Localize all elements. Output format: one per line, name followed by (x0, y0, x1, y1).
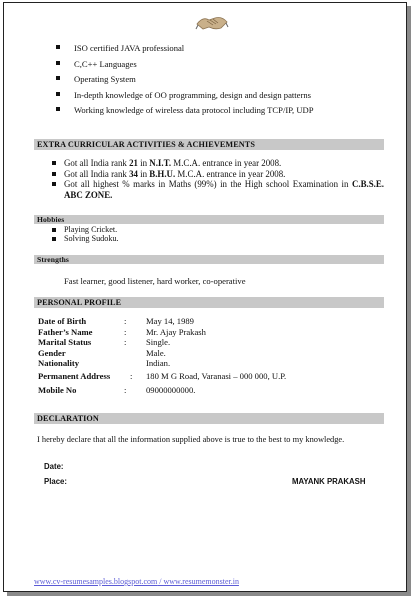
personal-profile-heading: PERSONAL PROFILE (34, 297, 384, 308)
signatory-name: MAYANK PRAKASH (292, 477, 366, 486)
list-item: Operating System (56, 74, 314, 90)
list-item: Got all highest % marks in Maths (99%) in the High school Examination in C.B.S.E. ABC ZONE. (52, 179, 384, 200)
date-label: Date: (44, 462, 64, 471)
list-item: Solving Sudoku. (52, 234, 384, 243)
place-label: Place: (44, 477, 67, 486)
list-item: Working knowledge of wireless data protocol including TCP/IP, UDP (56, 105, 314, 121)
list-item: Playing Cricket. (52, 225, 384, 234)
hobbies-list (52, 225, 384, 244)
hobbies-heading: Hobbies (34, 215, 384, 224)
skills-list (56, 43, 314, 121)
declaration-text: I hereby declare that all the information supplied above is true to the best to my knowledge. (37, 435, 345, 444)
strengths-heading: Strengths (34, 255, 384, 264)
list-item: C,C++ Languages (56, 59, 314, 75)
list-item: ISO certified JAVA professional (56, 43, 314, 59)
declaration-heading: DECLARATION (34, 413, 384, 424)
achievements-list (52, 158, 384, 200)
footer-links (34, 577, 239, 586)
list-item: Got all India rank 34 in B.H.U. M.C.A. entrance in year 2008. (52, 169, 384, 180)
resume-page: ISO certified JAVA professional C,C++ Languages Operating System In-depth knowledge of OO programming, design and design patterns Working knowledge of wireless data protocol including TCP/IP, UDP EXTRA CURRICULAR ACTIVITIES & ACHIEVEMENTS Got all India rank 21 in N.I.T. M.C.A. entrance in year 2008. Got all India rank 34 in B.H.U. M.C.A. entrance in year 2008. Got all highest % marks in Maths (99%) in the High school Examination in C.B.S.E. ABC ZONE. Hobbies Playing Cricket. Solving Sudoku. Strengths Fast learner, good listener, hard worker, co-operative PERSONAL PROFILE Date of Birth : May 14, 1989 Father’s Name : Mr. Ajay Prakash Marital Status : Single. Gender Male. Nationality Indian. Permanent Address : 180 M G Road, Varanasi – 000 000, U.P. Mobile No : 09000000000. DECLARATION I hereby declare that all the information supplied above is true to the best to my knowledge. Date: Place: MAYANK PRAKASH www.cv-resumesamples.blogspot.com / www.resumemonster.in (3, 2, 407, 592)
footer-separator: / (157, 577, 164, 586)
strengths-text: Fast learner, good listener, hard worker, co-operative (64, 276, 246, 286)
extra-curricular-heading: EXTRA CURRICULAR ACTIVITIES & ACHIEVEMENTS (34, 139, 384, 150)
list-item: Got all India rank 21 in N.I.T. M.C.A. entrance in year 2008. (52, 158, 384, 169)
footer-link-resumemonster[interactable]: www.resumemonster.in (163, 577, 239, 586)
footer-link-cv-resumesamples[interactable]: www.cv-resumesamples.blogspot.com (34, 577, 158, 586)
list-item: In-depth knowledge of OO programming, design and design patterns (56, 90, 314, 106)
handshake-logo (195, 12, 229, 32)
